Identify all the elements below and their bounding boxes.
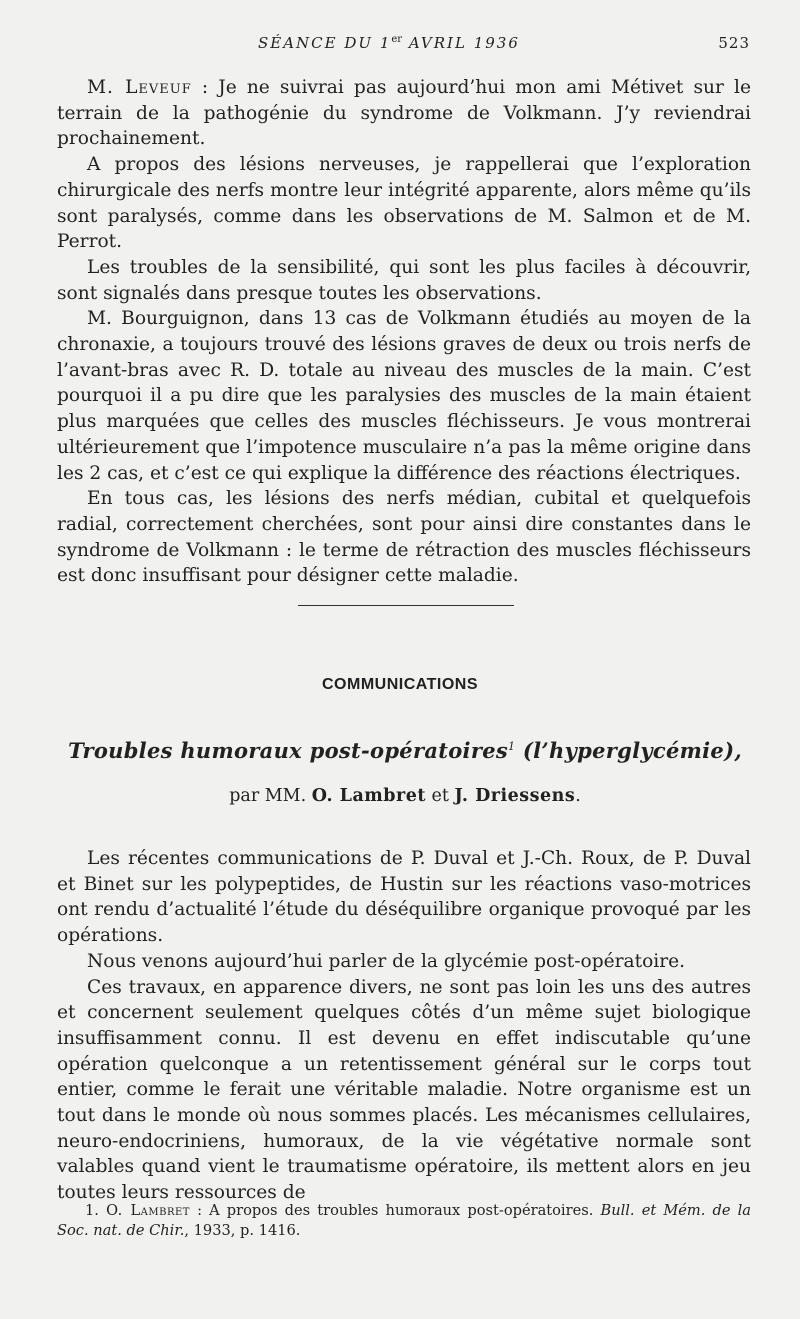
footnote	[57, 1201, 751, 1241]
running-title	[258, 34, 520, 52]
author-name: O. Lambret	[311, 786, 426, 806]
author-name: J. Driessens	[454, 786, 576, 806]
article-title	[0, 738, 800, 763]
paragraph: En tous cas, les lésions des nerfs médian, cubital et quelquefois radial, correctement cherchées, sont pour ainsi dire constantes dans le syndrome de Volkmann : le terme de rétraction des muscles fléchisseurs est donc insuffisant pour désigner cette maladie.	[57, 488, 751, 587]
paragraph: Ces travaux, en apparence divers, ne sont pas loin les uns des autres et concernent seulement quelques côtés d’un même sujet biologique insuffisamment connu. Il est devenu en effet indiscutable qu’une opération quelconque a un retentissement général sur le corps tout entier, comme le ferait une véritable maladie. Notre organisme est un tout dans le monde où nous sommes placés. Les mécanismes cellulaires, neuro-endocriniens, humoraux, de la vie végétative normale sont valables quand vient le traumatisme opératoire, ils mettent alors en jeu toutes leurs ressources de	[57, 976, 751, 1204]
paragraph: Les troubles de la sensibilité, qui sont les plus faciles à découvrir, sont signalés dans presque toutes les observations.	[57, 256, 751, 304]
speaker-name: M. Leveuf	[87, 77, 192, 98]
footnote-details: , 1933, p. 1416.	[184, 1222, 301, 1239]
discussion-text	[57, 75, 751, 589]
footnote-text: : A propos des troubles humoraux post-opératoires.	[189, 1202, 601, 1219]
running-head	[0, 34, 800, 56]
byline	[0, 786, 800, 806]
paragraph: A propos des lésions nerveuses, je rappellerai que l’exploration chirurgicale des nerfs montre leur intégrité apparente, alors même qu’ils sont paralysés, comme dans les observations de M. Salmon et de M. Perrot.	[57, 154, 751, 253]
article-text	[57, 846, 751, 1206]
byline-conjunction: et	[425, 786, 455, 806]
article-title-main: Troubles humoraux post-opératoires	[68, 738, 508, 763]
running-title-part: SÉANCE DU 1	[258, 34, 392, 52]
paragraph	[57, 75, 751, 152]
footnote-author: O. Lambret	[106, 1202, 190, 1219]
paragraph-text: : Je ne suivrai pas aujourd’hui mon ami Métivet sur le terrain de la pathogénie du syndrome de Volkmann. J’y reviendrai prochainement.	[57, 77, 751, 150]
running-title-part: AVRIL 1936	[402, 34, 520, 52]
byline-prefix: par MM.	[229, 786, 312, 806]
footnote-source: Bull. et Mém. de la Soc. nat. de Chir.	[57, 1202, 751, 1239]
section-divider	[298, 605, 514, 606]
article-title-suffix: (l’hyperglycémie),	[515, 738, 742, 763]
page-number: 523	[718, 34, 750, 52]
section-heading: COMMUNICATIONS	[321, 676, 479, 693]
paragraph: Nous venons aujourd’hui parler de la glycémie post-opératoire.	[87, 950, 686, 972]
paragraph: Les récentes communications de P. Duval et J.-Ch. Roux, de P. Duval et Binet sur les polypeptides, de Hustin sur les réactions vaso-motrices ont rendu d’actualité l’étude du déséquilibre organique provoqué par les opérations.	[57, 848, 751, 947]
footnote-number: 1.	[85, 1202, 107, 1219]
footnote-body	[57, 1201, 751, 1241]
running-title-sup: er	[391, 34, 403, 45]
byline-end: .	[575, 786, 581, 806]
paragraph: M. Bourguignon, dans 13 cas de Volkmann étudiés au moyen de la chronaxie, a toujours trouvé des lésions graves de deux ou trois nerfs de l’avant-bras avec R. D. totale au niveau des muscles de la main. C’est pourquoi il a pu dire que les paralysies des muscles de la main étaient plus marquées que celles des muscles fléchisseurs. Je vous montrerai ultérieurement que l’impotence musculaire n’a pas la même origine dans les 2 cas, et c’est ce qui explique la différence des réactions électriques.	[57, 308, 751, 484]
footnote-marker: 1	[507, 740, 516, 753]
